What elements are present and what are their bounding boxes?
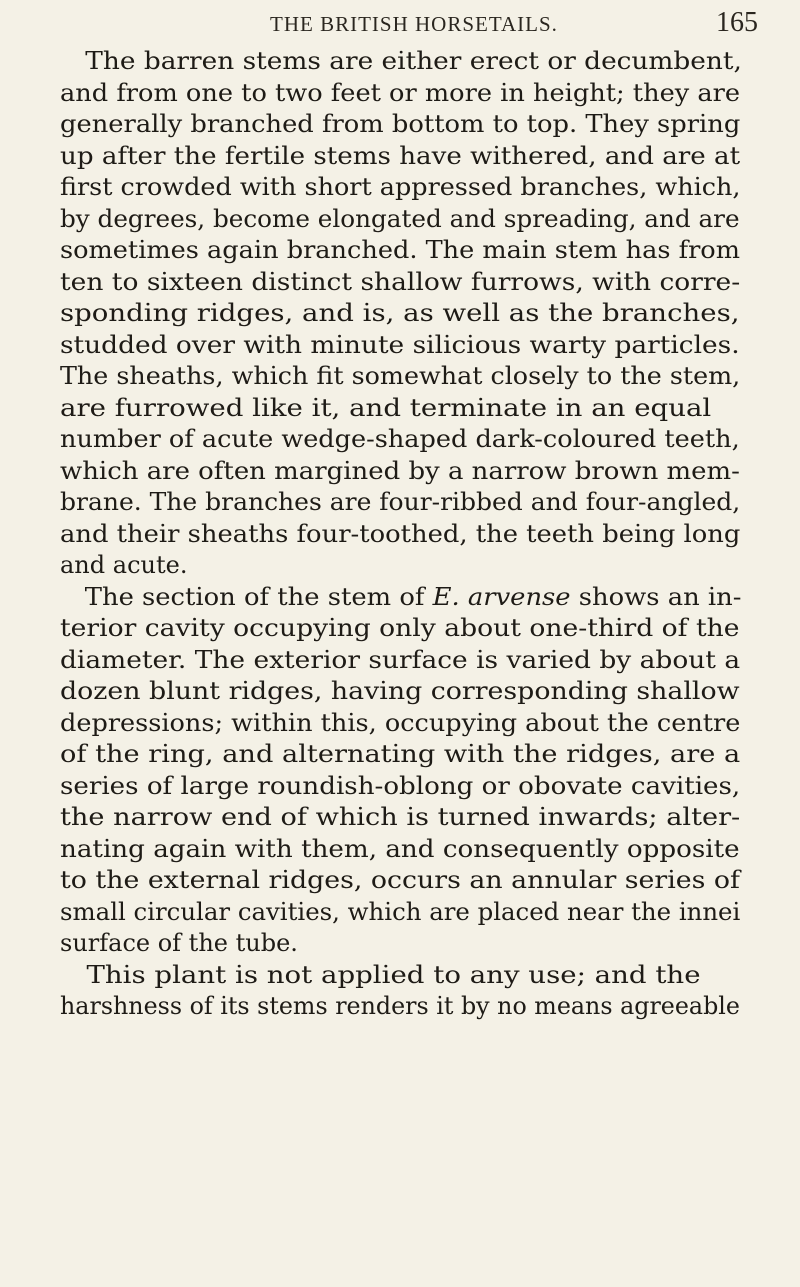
text-line: up after the fertile stems have withered, and are at [60, 141, 741, 170]
text-line: diameter. The exterior surface is varied by about a [60, 645, 741, 674]
text-line: The sheaths, which fit somewhat closely to the stem, [60, 362, 741, 390]
text-line: harshness of its stems renders it by no means agreeable [60, 992, 740, 1020]
text-line: and their sheaths four-toothed, the teeth being long [60, 519, 741, 548]
text-line: the narrow end of which is turned inwards; alter- [60, 803, 741, 831]
text-line: small circular cavities, which are placed near the innei [60, 897, 741, 926]
text-line: terior cavity occupying only about one-third of the [60, 614, 740, 642]
text-line: number of acute wedge-shaped dark-coloured teeth, [60, 425, 740, 453]
text-line: sometimes again branched. The main stem has from [60, 236, 740, 264]
text-line: nating again with them, and consequently opposite [60, 834, 740, 863]
text-line: first crowded with short appressed branches, which, [60, 173, 741, 201]
page-number: 165 [716, 7, 758, 38]
text-line: depressions; within this, occupying about the centre [60, 708, 741, 737]
text-line: sponding ridges, and is, as well as the branches, [60, 299, 740, 327]
text-line: dozen blunt ridges, having corresponding shallow [60, 677, 740, 705]
text-line: generally branched from bottom to top. They spring [60, 110, 741, 138]
text-line [60, 582, 742, 613]
text-line: The barren stems are either erect or decumbent, [85, 47, 742, 75]
text-segment: The section of the stem of [84, 582, 433, 611]
text-line: surface of the tube. [60, 929, 298, 957]
text-line: brane. The branches are four-ribbed and four-angled, [60, 488, 741, 516]
species-name: E. arvense [432, 582, 571, 611]
text-line: by degrees, become elongated and spreading, and are [60, 204, 740, 233]
text-line: and from one to two feet or more in height; they are [60, 78, 741, 107]
text-line: series of large roundish-oblong or obovate cavities, [60, 771, 741, 800]
text-line: This plant is not applied to any use; and the [86, 960, 701, 989]
text-line: studded over with minute silicious warty particles. [60, 330, 740, 359]
text-line: which are often margined by a narrow brown mem- [60, 456, 740, 485]
text-line: to the external ridges, occurs an annular series of [60, 866, 740, 894]
text-segment: shows an in- [570, 582, 742, 611]
text-line: of the ring, and alternating with the ridges, are a [60, 740, 741, 768]
text-line: ten to sixteen distinct shallow furrows, with corre- [60, 267, 741, 296]
text-line: are furrowed like it, and terminate in an equal [60, 393, 712, 422]
running-head: THE BRITISH HORSETAILS. [270, 12, 558, 36]
text-line: and acute. [60, 551, 188, 579]
